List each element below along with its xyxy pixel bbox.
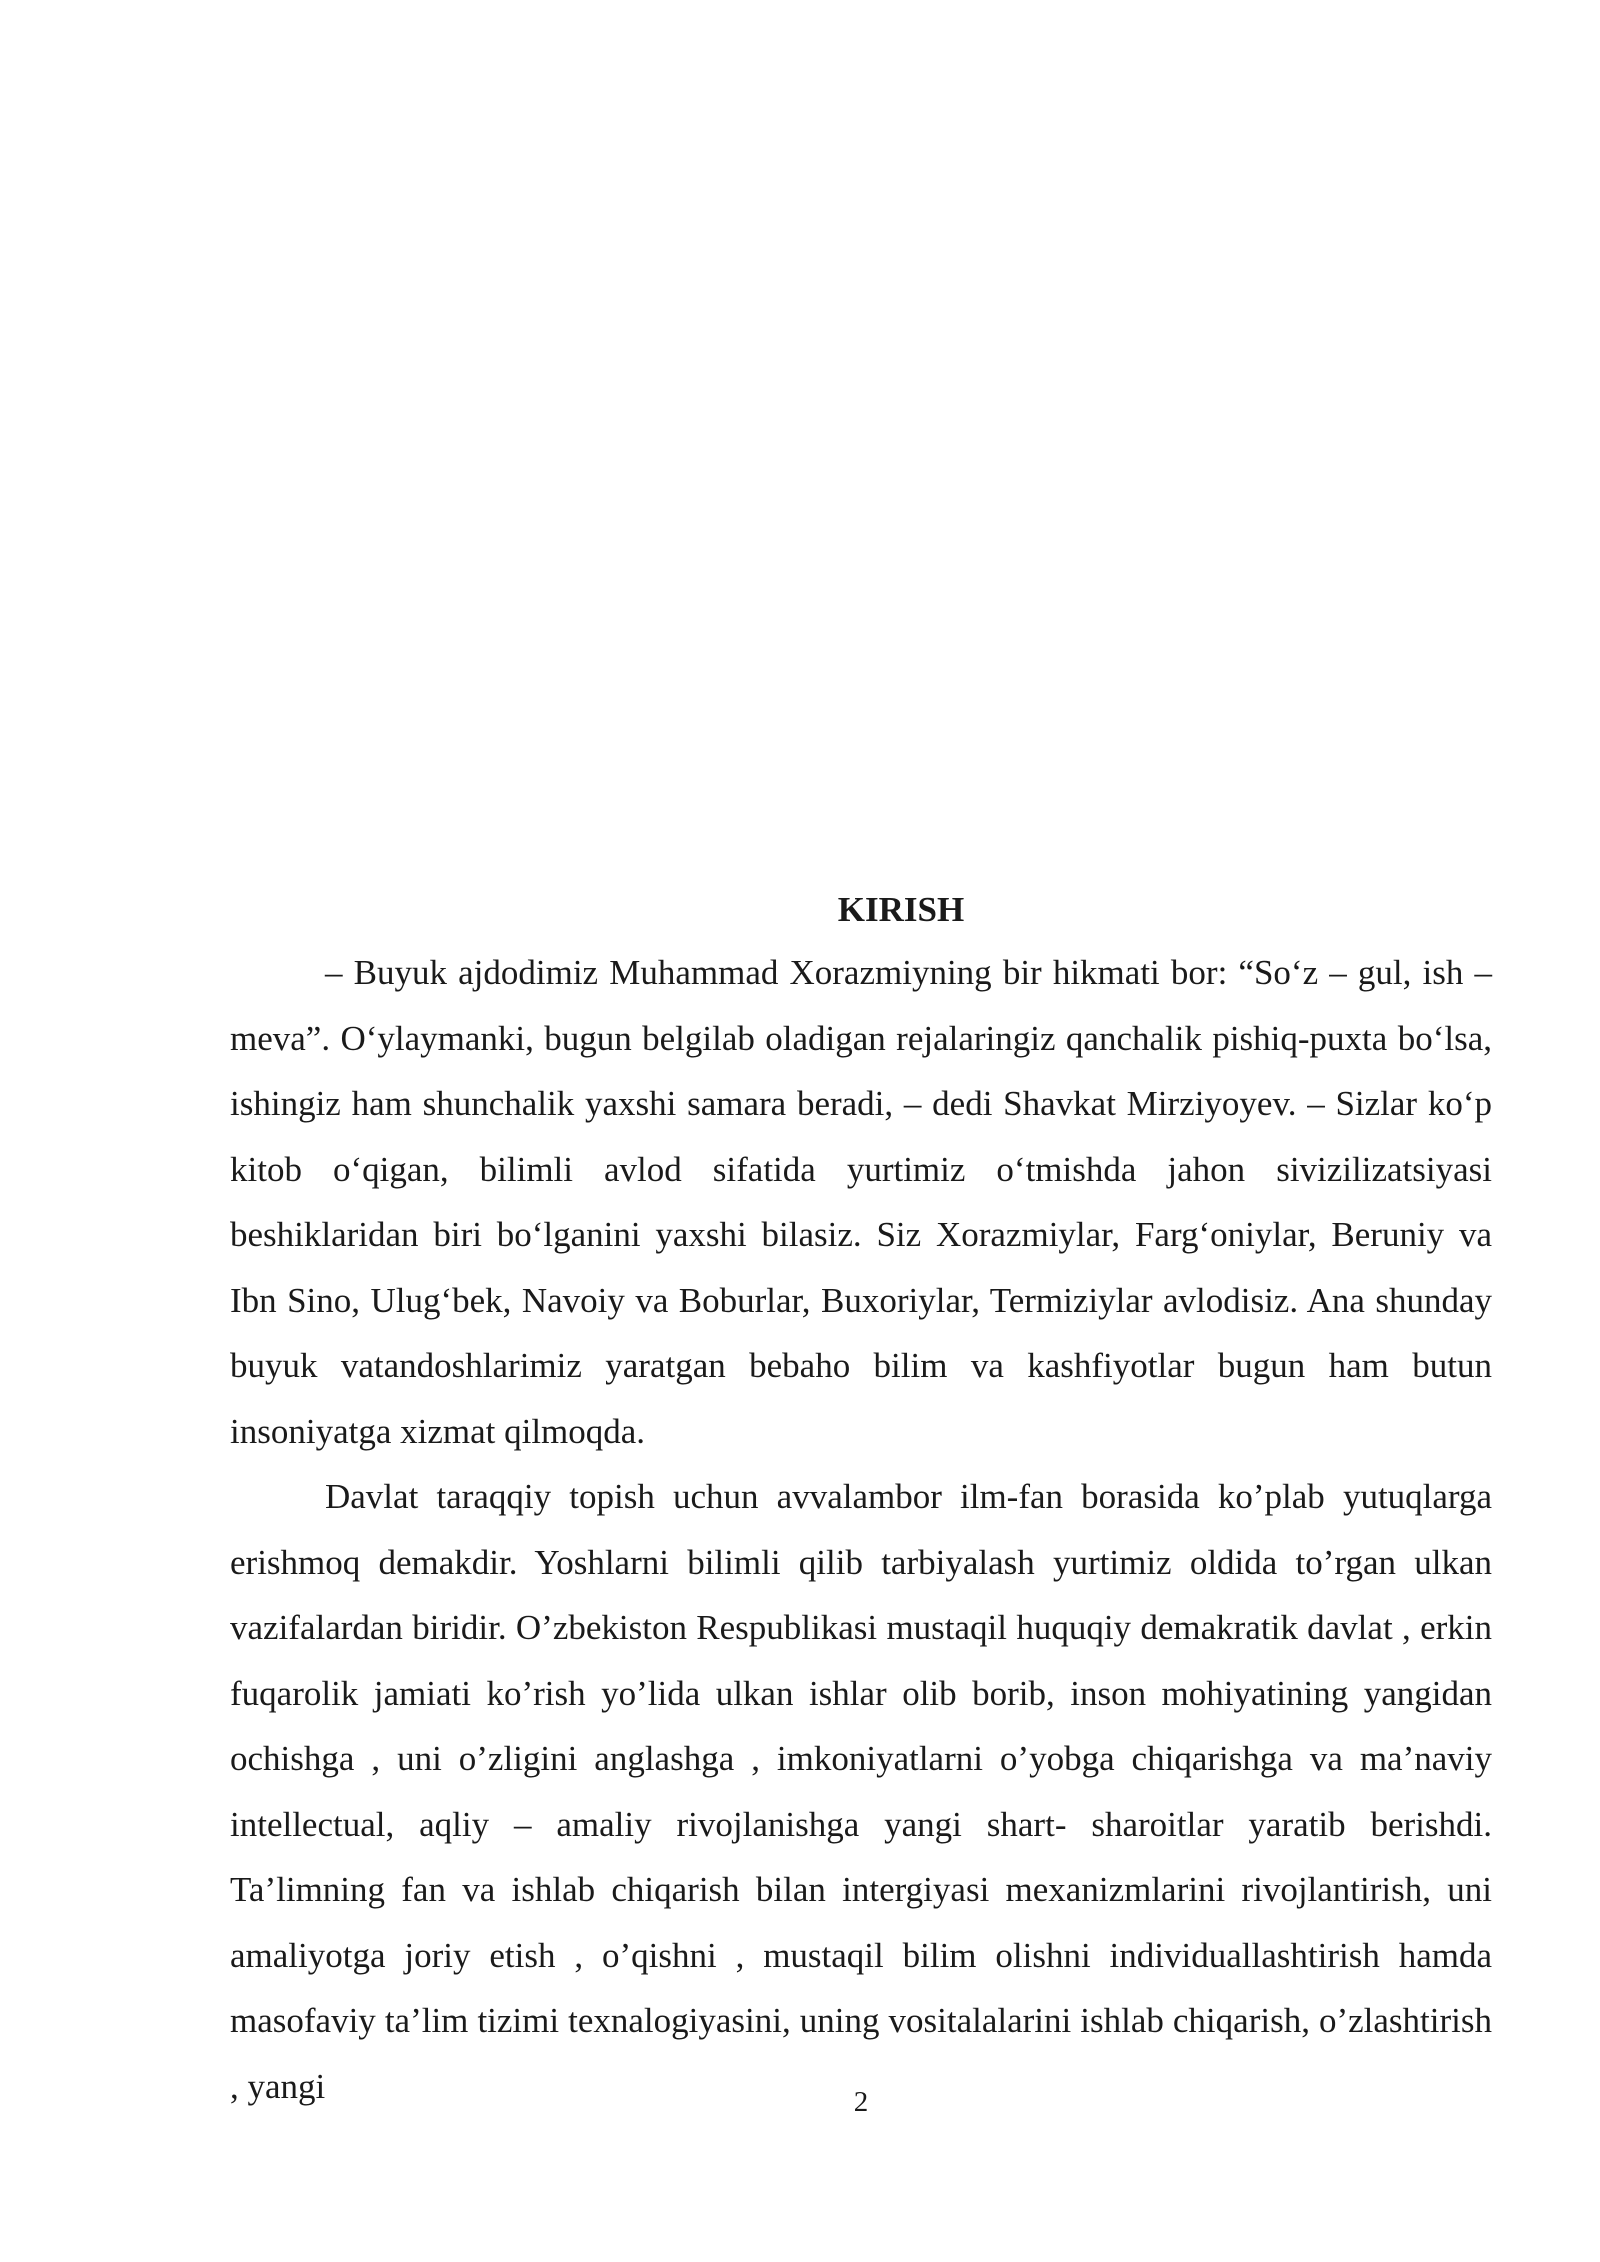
paragraph-state-development: Davlat taraqqiy topish uchun avvalambor ilm-fan borasida ko’plab yutuqlarga erishmoq demakdir. Yoshlarni bilimli qilib tarbiyalash yurtimiz oldida to’rgan ulkan vazifalardan biridir. O’zbekiston Respublikasi mustaqil huquqiy demakratik davlat , erkin fuqarolik jamiati ko’rish yo’lida ulkan ishlar olib borib, inson mohiyatining yangidan ochishga , uni o’zligini anglashga , imkoniyatlarni o’yobga chiqarishga va ma’naviy intellectual, aqliy – amaliy rivojlanishga yangi shart- sharoitlar yaratib berishdi. Ta’limning fan va ishlab chiqarish bilan intergiyasi mexanizmlarini rivojlantirish, uni amaliyotga joriy etish , o’qishni , mustaqil bilim olishni individuallashtirish hamda masofaviy ta’lim tizimi texnalogiyasini, uning vositalalarini ishlab chiqarish, o’zlashtirish , yangi — [230, 1477, 1492, 2106]
page-number: 2 — [853, 2086, 869, 2118]
page-content — [230, 880, 1492, 2119]
paragraph-intro-quote: – Buyuk ajdodimiz Muhammad Xorazmiyning bir hikmati bor: “So‘z – gul, ish – meva”. O‘ylaymanki, bugun belgilab oladigan rejalaringiz qanchalik pishiq-puxta bo‘lsa, ishingiz ham shunchalik yaxshi samara beradi, – dedi Shavkat Mirziyoyev. – Sizlar ko‘p kitob o‘qigan, bilimli avlod sifatida yurtimiz o‘tmishda jahon sivizilizatsiyasi beshiklaridan biri bo‘lganini yaxshi bilasiz. Siz Xorazmiylar, Farg‘oniylar, Beruniy va Ibn Sino, Ulug‘bek, Navoiy va Boburlar, Buxoriylar, Termiziylar avlodisiz. Ana shunday buyuk vatandoshlarimiz yaratgan bebaho bilim va kashfiyotlar bugun ham butun insoniyatga xizmat qilmoqda. — [230, 953, 1492, 1451]
section-heading: KIRISH — [837, 890, 965, 929]
